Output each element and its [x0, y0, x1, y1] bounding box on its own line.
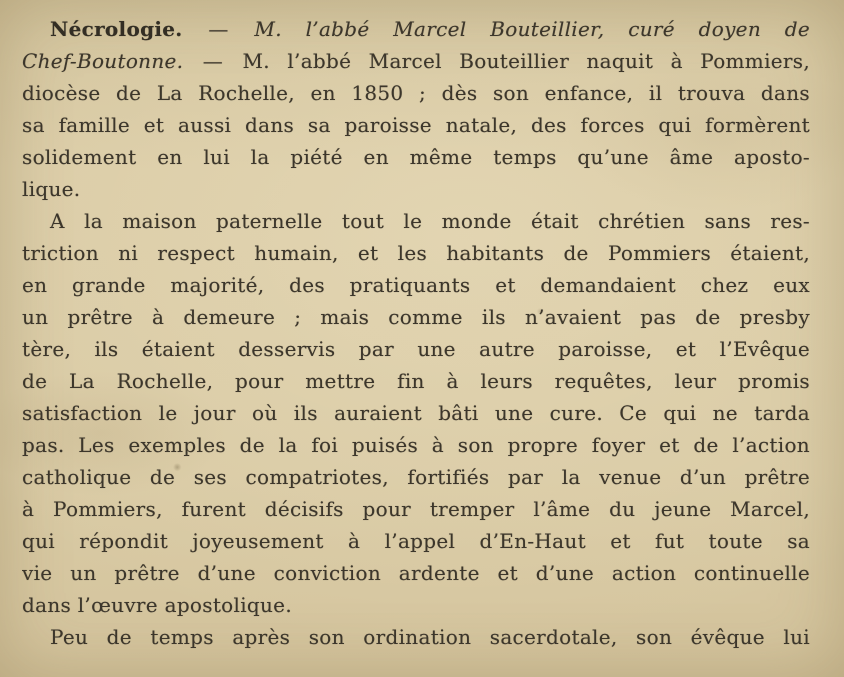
text-line: qui répondit joyeusement à l’appel d’En-Haut et fut toute sa: [22, 529, 810, 553]
text-line: Peu de temps après son ordination sacerdotale, son évêque lui: [50, 625, 810, 649]
text-line: satisfaction le jour où ils auraient bâti une cure. Ce qui ne tarda: [22, 401, 810, 425]
text-line: triction ni respect humain, et les habitants de Pommiers étaient,: [22, 241, 810, 265]
body-first-words: M. l’abbé Marcel Bouteillier naquit à Pommiers,: [242, 49, 810, 73]
text-line: lique.: [22, 177, 81, 201]
text-line: de La Rochelle, pour mettre fin à leurs requêtes, leur promis: [22, 369, 810, 393]
heading-necrologie-bold: Nécrologie.: [50, 17, 183, 41]
text-line: diocèse de La Rochelle, en 1850 ; dès son enfance, il trouva dans: [22, 81, 810, 105]
text-line: à Pommiers, furent décisifs pour tremper l’âme du jeune Marcel,: [22, 497, 810, 521]
text-line: tère, ils étaient desservis par une autre paroisse, et l’Evêque: [22, 337, 810, 361]
heading-italic-part-2: Chef-Boutonne.: [22, 49, 184, 73]
text-line: sa famille et aussi dans sa paroisse natale, des forces qui formèrent: [22, 113, 810, 137]
heading-italic-part-1: M. l’abbé Marcel Bouteillier, curé doyen de: [254, 17, 810, 41]
text-line: en grande majorité, des pratiquants et demandaient chez eux: [22, 273, 810, 297]
text-line: pas. Les exemples de la foi puisés à son propre foyer et de l’action: [22, 433, 810, 457]
em-dash: —: [208, 17, 229, 41]
heading-line-2: [22, 45, 810, 77]
text-line: dans l’œuvre apostolique.: [22, 593, 292, 617]
heading-line-1: [22, 13, 810, 45]
em-dash: —: [202, 49, 224, 73]
text-line: un prêtre à demeure ; mais comme ils n’avaient pas de presby: [22, 305, 810, 329]
text-line: solidement en lui la piété en même temps qu’une âme aposto-: [22, 145, 810, 169]
text-line: vie un prêtre d’une conviction ardente et d’une action continuelle: [22, 561, 810, 585]
text-line: A la maison paternelle tout le monde était chrétien sans res-: [50, 209, 810, 233]
text-line: catholique de ses compatriotes, fortifiés par la venue d’un prêtre: [22, 465, 810, 489]
